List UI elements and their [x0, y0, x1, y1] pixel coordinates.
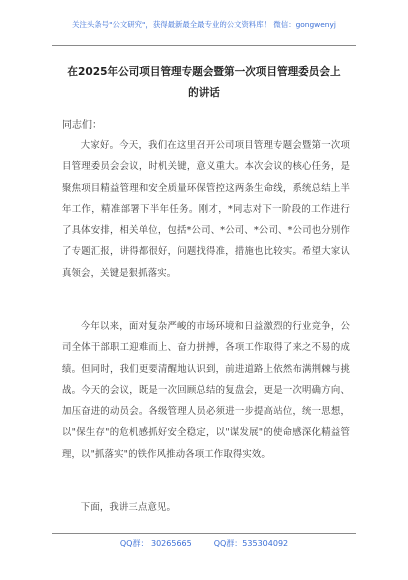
body-paragraph: 下面，我讲三点意见。: [80, 502, 177, 513]
footer: [0, 538, 408, 549]
header-note: 关注头条号"公文研究"，获得最新最全最专业的公文资料库！ 微信：gongwenyj: [72, 20, 336, 29]
body-paragraph: 今年以来，面对复杂严峻的市场环境和日益激烈的行业竞争，公司全体干部职工迎难而上、奋力拼搏，各项工作取得了来之不易的成绩。但同时，我们更要清醒地认识到，前进道路上依然布满荆棘与挑战。今天的会议，既是一次回顾总结的复盘会，更是一次明确方向、加压奋进的动员会。各级管理人员必须进一步提高站位，统一思想，以"保生存"的危机感抓好安全稳定，以"谋发展"的使命感深化精益管理，以"抓落实"的铁作风推动各项工作取得实效。: [62, 321, 350, 460]
footer-qq-group-2: QQ群：535304092: [213, 539, 289, 548]
body-paragraph: 大家好。今天，我们在这里召开公司项目管理专题会暨第一次项目管理委员会会议，时机关键，意义重大。本次会议的核心任务，是聚焦项目精益管理和安全质量环保管控这两条生命线，系统总结上半年工作，精准部署下半年任务。刚才，*同志对下一阶段的工作进行了具体安排，相关单位，包括*公司、*公司、*公司、*公司也分别作了专题汇报，讲得都很好，问题找得准，措施也比较实。希望大家认真领会，关键是狠抓落实。: [62, 140, 350, 279]
salutation: 同志们：: [62, 120, 102, 131]
document-title: [40, 62, 368, 104]
document-title-line-2: 的讲话: [188, 87, 220, 99]
document-title-line-1: 在2025年公司项目管理专题会暨第一次项目管理委员会上: [67, 66, 341, 78]
footer-qq-group-1: QQ群： 30265665: [119, 539, 192, 548]
footer-divider: [52, 533, 356, 534]
header-divider: [52, 45, 356, 46]
